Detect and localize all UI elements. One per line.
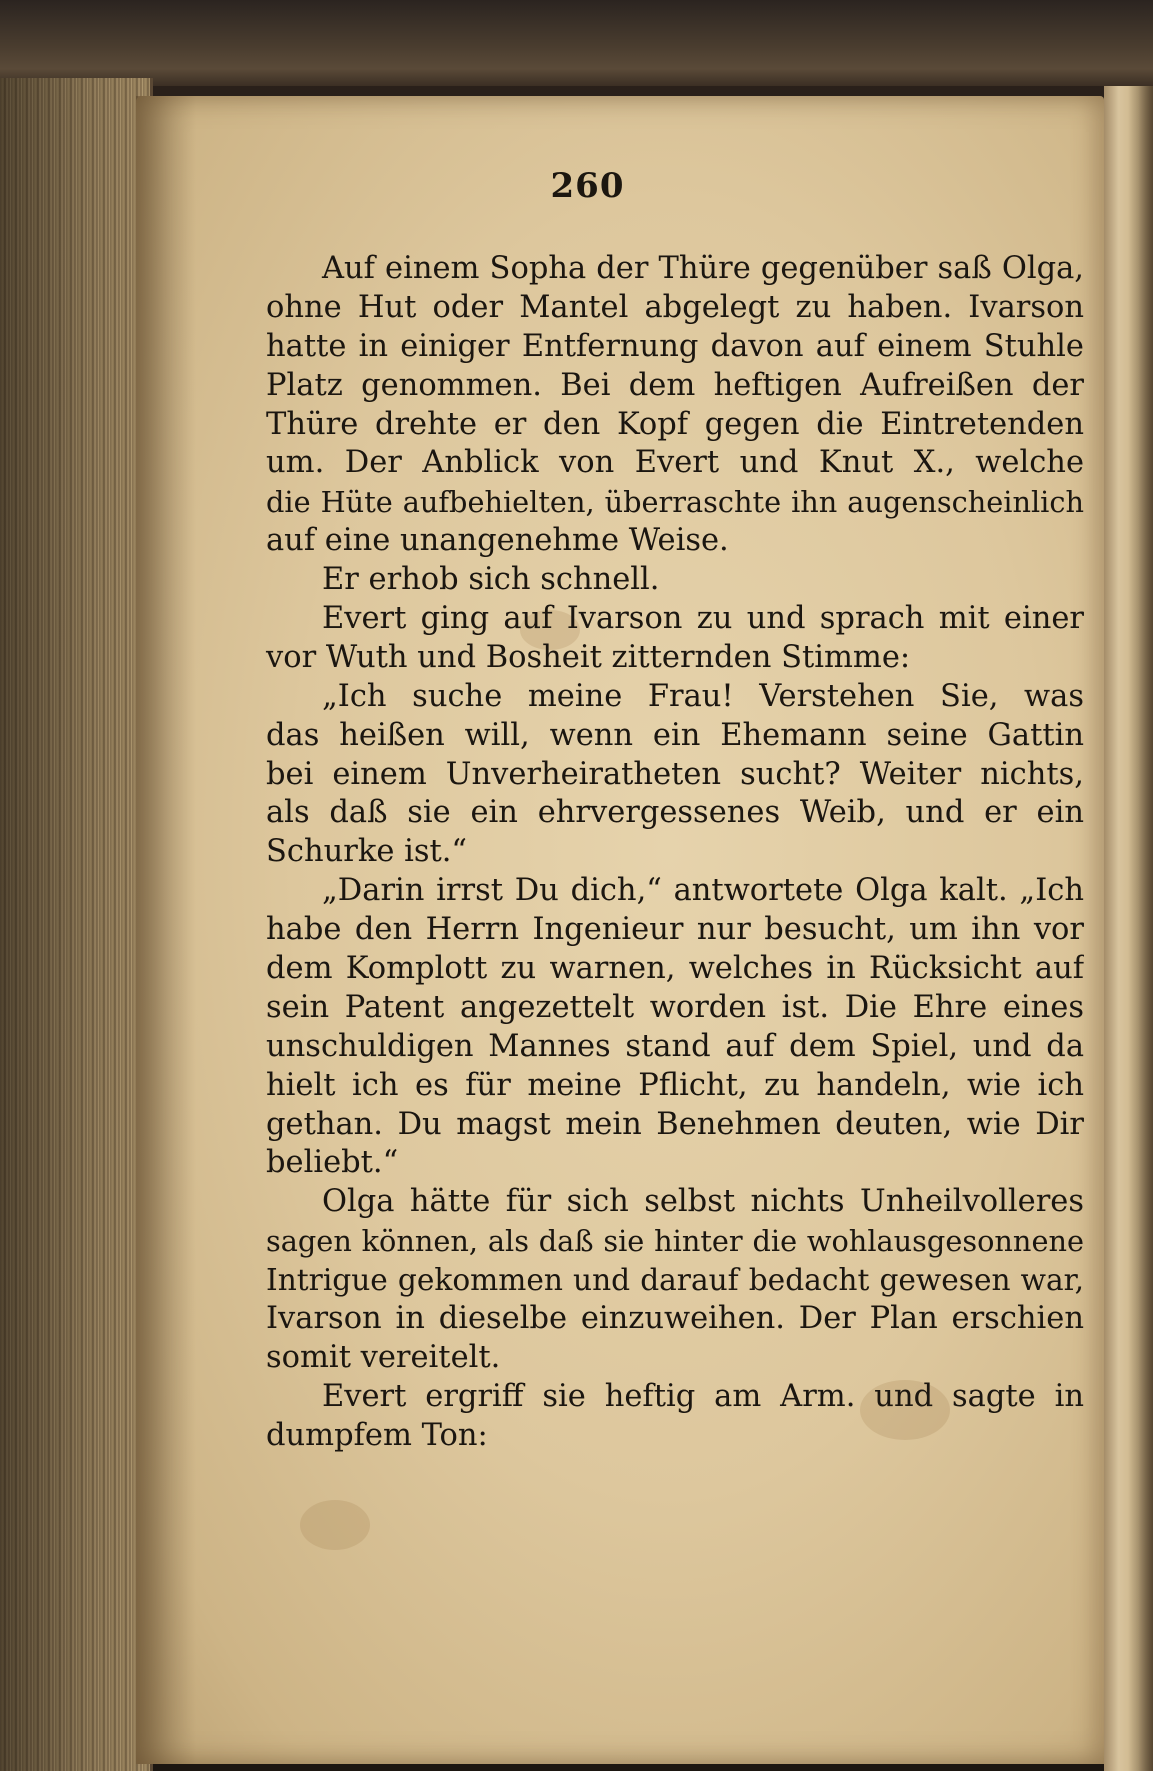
text-line: als daß sie ein ehrvergessenes Weib, und er ein — [266, 795, 1084, 831]
text-line: gethan. Du magst mein Benehmen deuten, wie Dir — [266, 1106, 1084, 1142]
text-line: sein Patent angezettelt worden ist. Die Ehre eines — [266, 989, 1084, 1025]
text-line: Ivarson in dieselbe einzuweihen. Der Plan erschien — [266, 1301, 1084, 1337]
text-line: auf eine unangenehme Weise. — [266, 523, 729, 559]
book-cover-edge — [0, 0, 1153, 86]
text-line: bei einem Unverheiratheten sucht? Weiter nichts, — [266, 756, 1084, 792]
text-line: Evert ging auf Ivarson zu und sprach mit einer — [322, 601, 1084, 637]
text-line: ohne Hut oder Mantel abgelegt zu haben. Ivarson — [266, 289, 1084, 325]
text-line: beliebt.“ — [266, 1145, 399, 1181]
text-line: dumpfem Ton: — [266, 1417, 488, 1453]
text-line: die Hüte aufbehielten, überraschte ihn augenscheinlich — [266, 485, 1084, 520]
text-line: habe den Herrn Ingenieur nur besucht, um ihn vor — [266, 912, 1084, 948]
page-gutter-shadow — [136, 96, 196, 1764]
text-line: unschuldigen Mannes stand auf dem Spiel, und da — [266, 1028, 1084, 1064]
text-line: Intrigue gekommen und darauf bedacht gewesen war, — [266, 1263, 1084, 1298]
text-line: Thüre drehte er den Kopf gegen die Eintretenden — [266, 406, 1084, 442]
text-line: Er erhob sich schnell. — [322, 562, 660, 598]
text-line: das heißen will, wenn ein Ehemann seine Gattin — [266, 717, 1084, 753]
text-line: somit vereitelt. — [266, 1339, 501, 1375]
page-body-text — [266, 250, 1084, 1456]
text-line: Evert ergriff sie heftig am Arm. und sagte in — [322, 1378, 1084, 1414]
text-line: „Ich suche meine Frau! Verstehen Sie, was — [322, 678, 1084, 714]
page-block-shadow — [0, 78, 150, 1771]
text-line: vor Wuth und Bosheit zitternden Stimme: — [266, 639, 911, 675]
facing-page-shadow — [1128, 86, 1153, 1771]
page-number: 260 — [550, 166, 625, 206]
text-line: Schurke ist.“ — [266, 834, 468, 870]
foxing-spot — [300, 1500, 370, 1550]
text-line: „Darin irrst Du dich,“ antwortete Olga kalt. „Ich — [322, 873, 1084, 909]
text-line: hatte in einiger Entfernung davon auf einem Stuhle — [266, 328, 1084, 364]
text-line: Auf einem Sopha der Thüre gegenüber saß Olga, — [322, 251, 1084, 286]
text-line: hielt ich es für meine Pflicht, zu handeln, wie ich — [266, 1067, 1084, 1103]
text-line: Platz genommen. Bei dem heftigen Aufreißen der — [266, 367, 1084, 403]
text-line: sagen können, als daß sie hinter die wohlausgesonnene — [266, 1224, 1084, 1259]
text-line: Olga hätte für sich selbst nichts Unheilvolleres — [322, 1184, 1084, 1220]
text-line: um. Der Anblick von Evert und Knut X., welche — [266, 445, 1084, 481]
text-line: dem Komplott zu warnen, welches in Rücksicht auf — [266, 951, 1084, 987]
